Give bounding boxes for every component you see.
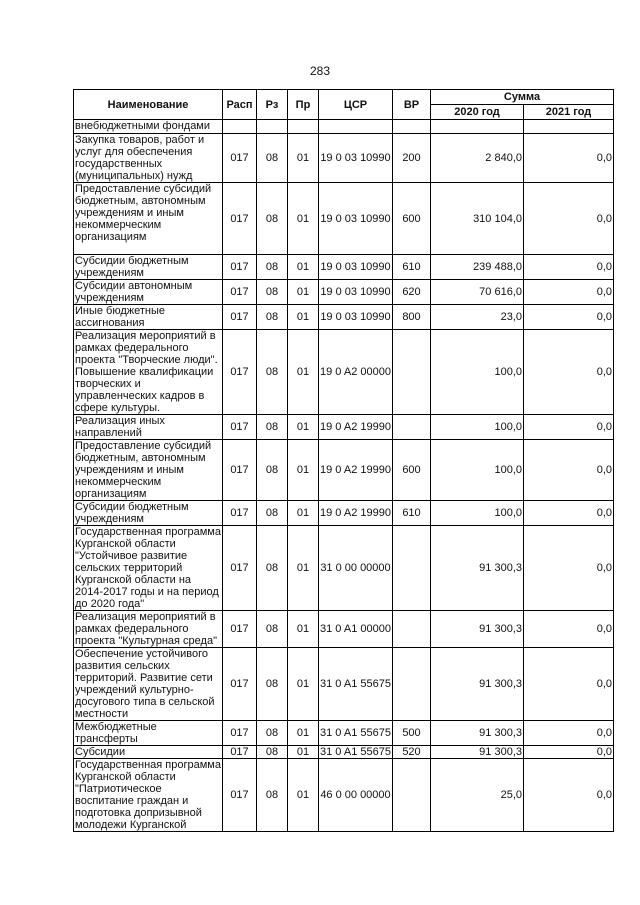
- row-name: Обеспечение устойчивого развития сельских территорий. Развитие сети учреждений культурно-досугового типа в сельской местности: [74, 648, 223, 721]
- table-row: [74, 415, 614, 440]
- row-sum-2020: 100,0: [431, 415, 524, 440]
- row-rasp: 017: [223, 255, 257, 280]
- row-vr: 600: [393, 183, 431, 255]
- row-sum-2020: 100,0: [431, 501, 524, 526]
- row-rasp: 017: [223, 305, 257, 330]
- row-sum-2020: 100,0: [431, 330, 524, 415]
- row-name: Реализация иных направлений: [74, 415, 223, 440]
- row-rasp: 017: [223, 134, 257, 183]
- row-csr: [319, 120, 393, 134]
- row-rz: 08: [257, 648, 288, 721]
- row-csr: 31 0 A1 55675: [320, 746, 391, 758]
- table-row: [74, 440, 614, 501]
- row-rz: 08: [257, 611, 288, 648]
- page-number: 283: [309, 64, 331, 78]
- row-sum-2021: 0,0: [524, 134, 614, 183]
- row-rz: 08: [257, 721, 288, 746]
- row-vr: [393, 120, 431, 134]
- row-rasp: [223, 120, 257, 134]
- row-pr: 01: [288, 280, 319, 305]
- row-pr: 01: [288, 183, 319, 255]
- row-vr: 500: [393, 721, 431, 746]
- row-name: Субсидии бюджетным учреждениям: [74, 501, 223, 526]
- table-row: [74, 721, 614, 746]
- header-year-2021: 2021 год: [524, 105, 614, 120]
- row-csr: 31 0 A1 00000: [319, 611, 393, 648]
- row-pr: 01: [288, 611, 319, 648]
- row-csr: 19 0 03 10990: [319, 305, 393, 330]
- row-vr: [393, 611, 431, 648]
- row-csr: 19 0 A2 00000: [319, 330, 393, 415]
- row-rz: 08: [257, 134, 288, 183]
- row-pr: 01: [288, 330, 319, 415]
- row-rz: 08: [257, 255, 288, 280]
- row-rz: 08: [257, 746, 288, 759]
- row-rz: [257, 120, 288, 134]
- row-rz: 08: [257, 440, 288, 501]
- row-rz: 08: [257, 501, 288, 526]
- row-csr: 19 0 A2 19990: [319, 501, 393, 526]
- row-sum-2021: 0,0: [524, 415, 614, 440]
- table-row: [74, 183, 614, 255]
- row-sum-2021: 0,0: [524, 305, 614, 330]
- row-sum-2020: 100,0: [431, 440, 524, 501]
- row-rz: 08: [257, 526, 288, 611]
- row-sum-2021: 0,0: [524, 501, 614, 526]
- row-name: Государственная программа Курганской области "Патриотическое воспитание граждан и подготовка допризывной молодежи Курганской: [75, 759, 221, 831]
- table-row: [74, 330, 614, 415]
- row-vr: [393, 526, 431, 611]
- table-body: [74, 120, 614, 832]
- row-vr: 600: [393, 440, 431, 501]
- table-row: [74, 501, 614, 526]
- row-rasp: 017: [223, 648, 257, 721]
- header-csr: ЦСР: [319, 90, 393, 120]
- row-sum-2020: 70 616,0: [431, 280, 524, 305]
- row-vr: 610: [393, 501, 431, 526]
- row-pr: 01: [288, 415, 319, 440]
- row-sum-2020: 23,0: [431, 305, 524, 330]
- row-name: Реализация мероприятий в рамках федерального проекта "Культурная среда": [74, 611, 223, 648]
- row-vr: [393, 330, 431, 415]
- row-csr: 46 0 00 00000: [319, 759, 393, 832]
- row-sum-2021: 0,0: [524, 183, 614, 255]
- row-rasp: 017: [223, 759, 257, 832]
- row-sum-2021: 0,0: [524, 280, 614, 305]
- row-rasp: 017: [223, 721, 257, 746]
- row-vr: 800: [393, 305, 431, 330]
- row-csr: 19 0 A2 19990: [319, 440, 393, 501]
- row-vr: 620: [393, 280, 431, 305]
- row-vr: 610: [393, 255, 431, 280]
- row-name: внебюджетными фондами: [74, 120, 223, 134]
- row-pr: 01: [288, 255, 319, 280]
- row-sum-2021: 0,0: [524, 330, 614, 415]
- header-vr: ВР: [393, 90, 431, 120]
- row-pr: 01: [288, 134, 319, 183]
- row-csr: 19 0 03 10990: [319, 280, 393, 305]
- row-sum-2021: 0,0: [524, 721, 614, 746]
- row-rasp: 017: [223, 330, 257, 415]
- row-vr: [393, 415, 431, 440]
- row-rasp: 017: [223, 526, 257, 611]
- row-rasp: 017: [223, 415, 257, 440]
- row-name: Иные бюджетные ассигнования: [74, 305, 223, 330]
- row-pr: 01: [288, 526, 319, 611]
- header-name: Наименование: [74, 90, 223, 120]
- row-sum-2021: 0,0: [524, 526, 614, 611]
- row-rz: 08: [257, 330, 288, 415]
- row-pr: 01: [288, 759, 319, 832]
- table-row: [74, 611, 614, 648]
- row-sum-2020: 91 300,3: [431, 611, 524, 648]
- row-rasp: 017: [223, 183, 257, 255]
- row-sum-2021: 0,0: [524, 759, 614, 832]
- header-year-2020: 2020 год: [431, 105, 524, 120]
- row-rz: 08: [257, 183, 288, 255]
- row-sum-2020: 91 300,3: [431, 746, 524, 759]
- row-csr: 31 0 00 00000: [319, 526, 393, 611]
- row-vr: 520: [393, 746, 431, 759]
- table-row: [74, 120, 614, 134]
- row-csr: 19 0 03 10990: [319, 183, 393, 255]
- row-rasp: 017: [223, 501, 257, 526]
- row-name: Предоставление субсидий бюджетным, автономным учреждениям и иным некоммерческим организациям: [74, 440, 223, 501]
- row-name: Предоставление субсидий бюджетным, автономным учреждениям и иным некоммерческим организациям: [74, 183, 223, 255]
- row-vr: [393, 648, 431, 721]
- table-row: [74, 526, 614, 611]
- row-rz: 08: [257, 415, 288, 440]
- row-rasp: 017: [223, 746, 257, 759]
- row-pr: 01: [288, 648, 319, 721]
- table-row: [74, 134, 614, 183]
- row-sum-2020: 310 104,0: [431, 183, 524, 255]
- row-sum-2021: 0,0: [524, 648, 614, 721]
- row-sum-2020: 239 488,0: [431, 255, 524, 280]
- row-sum-2021: 0,0: [524, 611, 614, 648]
- row-rz: 08: [257, 759, 288, 832]
- row-name: Государственная программа Курганской области "Устойчивое развитие сельских территорий Курганской области на 2014-2017 годы и на период до 2020 года": [75, 526, 221, 610]
- row-vr: 200: [393, 134, 431, 183]
- row-vr: [393, 759, 431, 832]
- row-sum-2021: 0,0: [524, 746, 614, 759]
- row-csr: 31 0 A1 55675: [319, 648, 393, 721]
- table-row: [74, 759, 614, 832]
- row-csr: 19 0 A2 19990: [319, 415, 393, 440]
- row-csr: 31 0 A1 55675: [319, 721, 393, 746]
- row-pr: [288, 120, 319, 134]
- header-sum: Сумма: [431, 90, 614, 105]
- table-row: [74, 305, 614, 330]
- row-csr: 19 0 03 10990: [319, 255, 393, 280]
- table-row: [74, 746, 614, 759]
- row-pr: 01: [288, 746, 319, 759]
- row-name: Межбюджетные трансферты: [74, 721, 223, 746]
- row-sum-2020: 25,0: [431, 759, 524, 832]
- row-sum-2021: 0,0: [524, 255, 614, 280]
- row-sum-2021: [524, 120, 614, 134]
- row-name: Субсидии автономным учреждениям: [74, 280, 223, 305]
- table-row: [74, 648, 614, 721]
- row-sum-2020: 91 300,3: [431, 721, 524, 746]
- row-name: Закупка товаров, работ и услуг для обеспечения государственных (муниципальных) нужд: [74, 134, 223, 183]
- header-rz: Рз: [257, 90, 288, 120]
- row-pr: 01: [288, 721, 319, 746]
- row-csr: 19 0 03 10990: [319, 134, 393, 183]
- row-pr: 01: [288, 440, 319, 501]
- row-pr: 01: [288, 305, 319, 330]
- row-sum-2020: 91 300,3: [431, 526, 524, 611]
- row-sum-2020: 91 300,3: [431, 648, 524, 721]
- table-row: [74, 280, 614, 305]
- header-rasp: Расп: [223, 90, 257, 120]
- row-rasp: 017: [223, 280, 257, 305]
- row-name: Реализация мероприятий в рамках федерального проекта "Творческие люди". Повышение квалификации творческих и управленческих кадров в сфере культуры.: [74, 330, 223, 415]
- row-name: Субсидии бюджетным учреждениям: [74, 255, 223, 280]
- budget-table: [73, 89, 614, 832]
- row-pr: 01: [288, 501, 319, 526]
- row-rz: 08: [257, 305, 288, 330]
- table-row: [74, 255, 614, 280]
- header-pr: Пр: [288, 90, 319, 120]
- row-sum-2020: [431, 120, 524, 134]
- row-rasp: 017: [223, 611, 257, 648]
- row-name: Субсидии: [74, 746, 223, 759]
- row-sum-2021: 0,0: [524, 440, 614, 501]
- row-sum-2020: 2 840,0: [431, 134, 524, 183]
- row-rz: 08: [257, 280, 288, 305]
- row-rasp: 017: [223, 440, 257, 501]
